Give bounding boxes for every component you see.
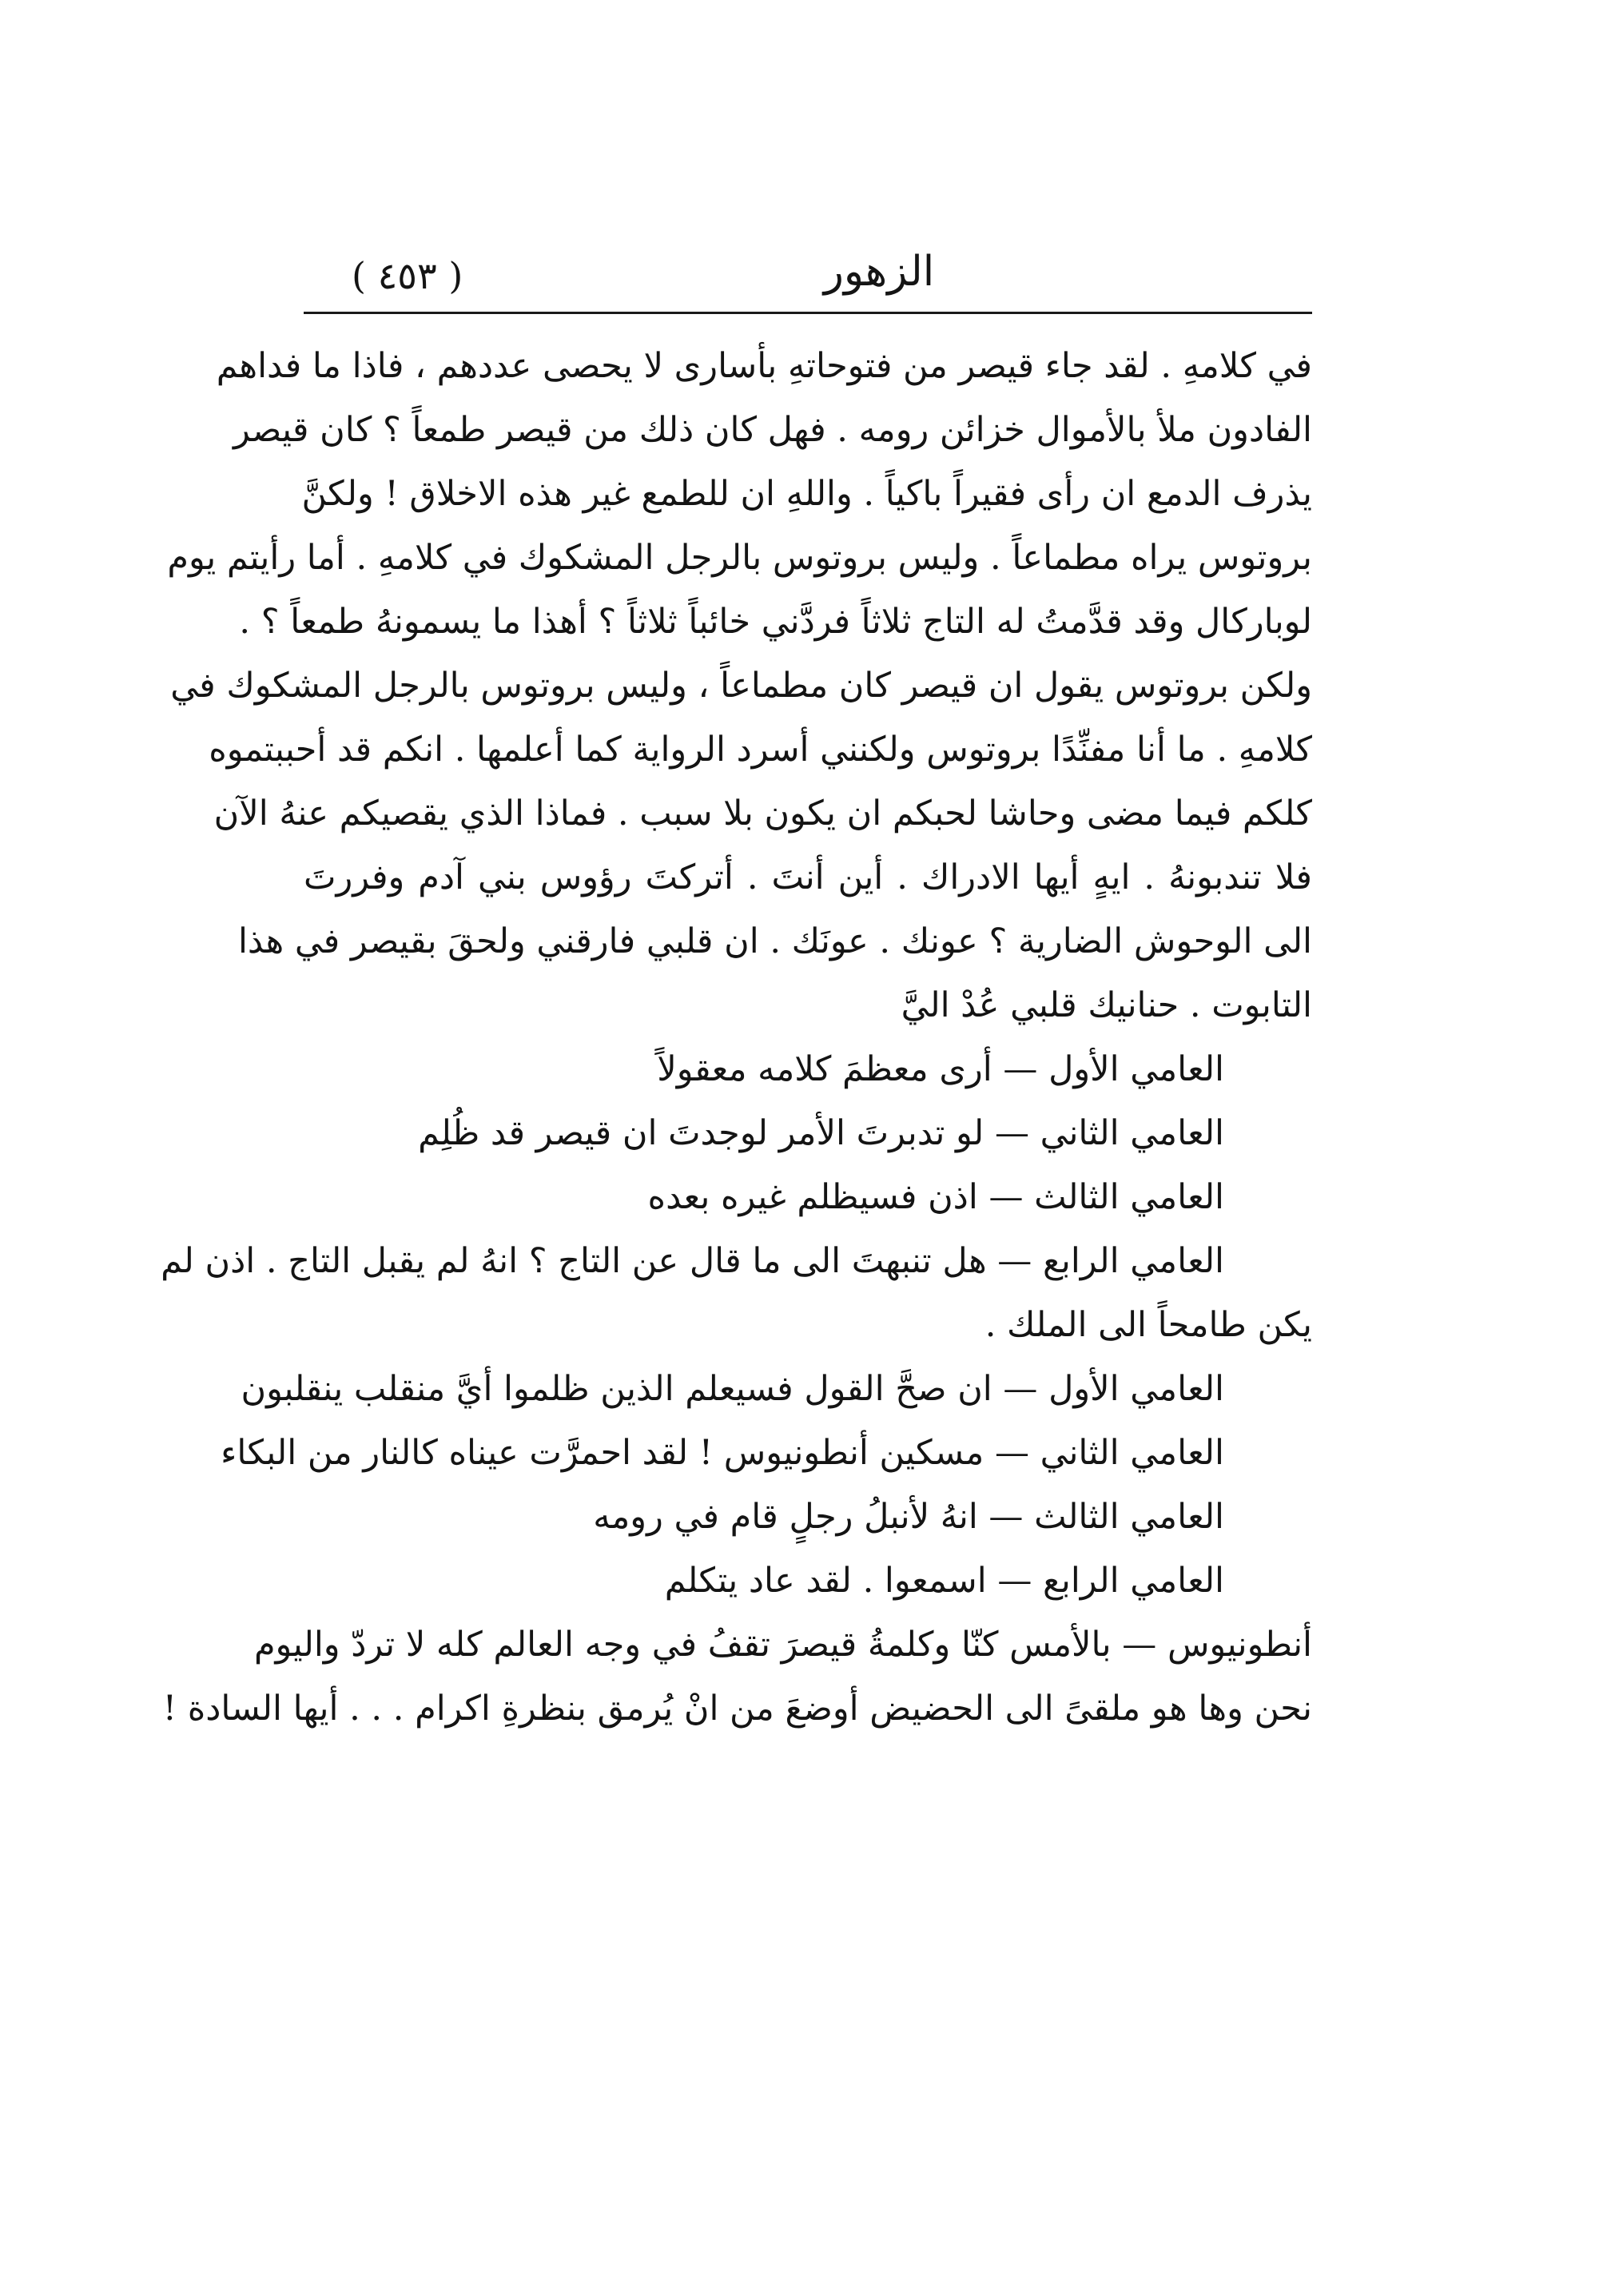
dialogue-line-first-citizen: العامي الأول — أرى معظمَ كلامه معقولاً: [657, 1049, 1224, 1089]
dialogue-line-second-citizen: العامي الثاني — مسكين أنطونيوس ! لقد احمرَّت عيناه كالنار من البكاء: [221, 1433, 1224, 1473]
dialogue-line-antonius: أنطونيوس — بالأمس كنّا وكلمةُ قيصرَ تقفُ في وجه العالم كله لا تردّ واليوم: [253, 1625, 1312, 1665]
dialogue-line-fourth-citizen: العامي الرابع — اسمعوا . لقد عاد يتكلم: [664, 1561, 1224, 1601]
dialogue-line-fourth-citizen: العامي الرابع — هل تنبهتَ الى ما قال عن التاج ؟ انهُ لم يقبل التاج . اذن لم: [161, 1241, 1224, 1281]
text-line: كلكم فيما مضى وحاشا لحبكم ان يكون بلا سبب . فماذا الذي يقصيكم عنهُ الآن: [213, 794, 1312, 834]
text-line: بروتوس يراه مطماعاً . وليس بروتوس بالرجل المشكوك في كلامهِ . أما رأيتم يوم: [167, 538, 1312, 578]
dialogue-line-third-citizen: العامي الثالث — اذن فسيظلم غيره بعده: [647, 1177, 1224, 1217]
text-line: كلامهِ . ما أنا مفنِّدًا بروتوس ولكنني أسرد الرواية كما أعلمها . انكم قد أحببتموه: [209, 730, 1312, 770]
text-line: التابوت . حنانيك قلبي عُدْ اليَّ: [901, 985, 1312, 1025]
text-line: فلا تندبونهُ . ايهٍ أيها الادراك . أين أنتَ . أتركتَ رؤوس بني آدم وفررتَ: [304, 858, 1312, 897]
text-line: لوباركال وقد قدَّمتُ له التاج ثلاثاً فردَّني خائباً ثلاثاً ؟ أهذا ما يسمونهُ طمعاً ؟ .: [239, 602, 1312, 642]
text-line: يذرف الدمع ان رأى فقيراً باكياً . واللهِ ان للطمع غير هذه الاخلاق ! ولكنَّ: [301, 474, 1312, 514]
dialogue-line-first-citizen: العامي الأول — ان صحَّ القول فسيعلم الذين ظلموا أيَّ منقلب ينقلبون: [241, 1369, 1224, 1409]
header-rule: [304, 312, 1312, 314]
page-number: ( ٤٥٣ ): [352, 254, 463, 297]
main-text: [161, 334, 1312, 1741]
text-line: الفادون ملأ بالأموال خزائن رومه . فهل كان ذلك من قيصر طمعاً ؟ كان قيصر: [233, 410, 1312, 450]
text-line: الى الوحوش الضارية ؟ عونك . عونَك . ان قلبي فارقني ولحقَ بقيصر في هذا: [237, 921, 1312, 961]
text-line: في كلامهِ . لقد جاء قيصر من فتوحاتهِ بأسارى لا يحصى عددهم ، فاذا ما فداهم: [216, 346, 1312, 386]
dialogue-line-continuation: يكن طامحاً الى الملك .: [984, 1305, 1312, 1345]
dialogue-line-second-citizen: العامي الثاني — لو تدبرتَ الأمر لوجدتَ ان قيصر قد ظُلِم: [418, 1113, 1224, 1153]
dialogue-line-third-citizen: العامي الثالث — انهُ لأنبلُ رجلٍ قام في رومه: [593, 1497, 1224, 1537]
text-line: ولكن بروتوس يقول ان قيصر كان مطماعاً ، وليس بروتوس بالرجل المشكوك في: [170, 666, 1312, 706]
page-header: [304, 240, 1311, 320]
running-title: الزهور: [823, 248, 935, 296]
dialogue-line-continuation: نحن وها هو ملقىً الى الحضيض أوضعَ من انْ يُرمق بنظرةِ اكرام . . . أيها السادة !: [162, 1689, 1312, 1729]
